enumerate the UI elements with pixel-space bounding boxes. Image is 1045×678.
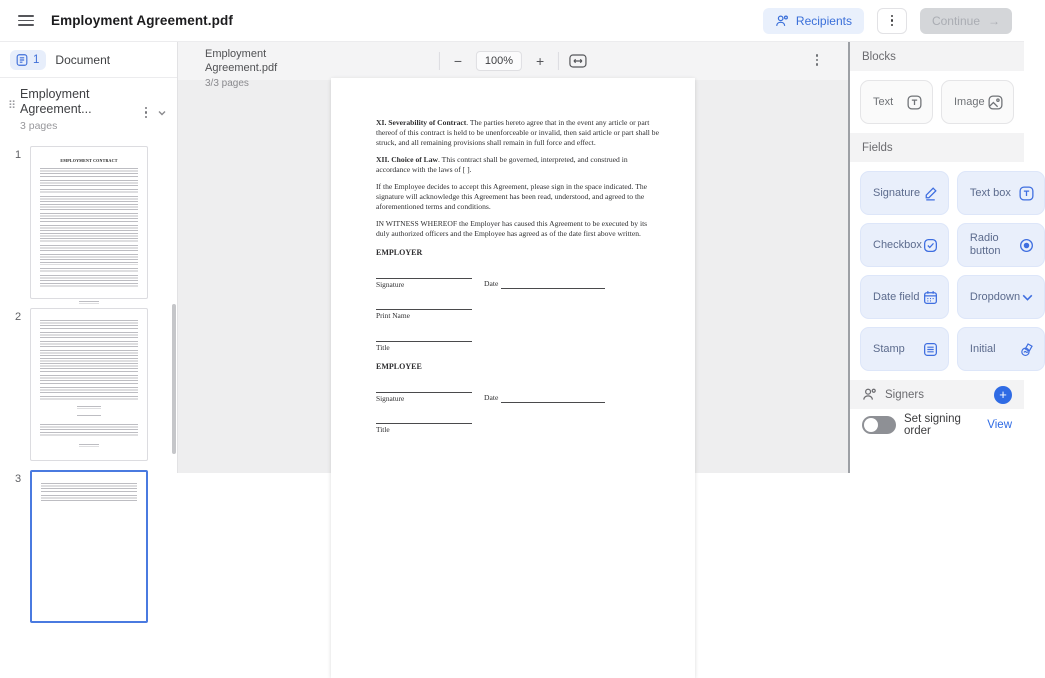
image-block-icon: [987, 94, 1004, 111]
arrow-right-icon: →: [988, 13, 1000, 28]
document-icon: [15, 53, 29, 67]
fields-grid: [850, 162, 1024, 380]
sidebar-scrollbar[interactable]: [172, 304, 176, 454]
thumbnail-row-3: [6, 470, 177, 623]
page-number: 3: [14, 473, 22, 485]
paragraph: IN WITNESS WHEREOF the Employer has caused this Agreement to be executed by its duly authorized officers and the Employee has agreed as of the date first above written.: [376, 219, 648, 239]
document-sidebar: [0, 42, 178, 485]
title-label: Title: [376, 343, 390, 353]
page-number: 1: [14, 149, 22, 161]
document-page-count: 3 pages: [20, 120, 58, 132]
signers-people-icon: [862, 387, 877, 402]
text-box-icon: [1018, 185, 1035, 202]
header-more-options-button[interactable]: [877, 8, 907, 34]
document-tab-pill: [10, 50, 46, 70]
field-text-box[interactable]: Text box: [957, 171, 1045, 215]
add-signer-button[interactable]: +: [994, 386, 1012, 404]
divider: [558, 52, 559, 70]
page-title: Employment Agreement.pdf: [51, 13, 233, 28]
document-name-line2: Agreement...: [20, 102, 92, 116]
signers-section-header: [850, 380, 1024, 409]
continue-label: Continue: [931, 13, 980, 28]
recipients-people-icon: [775, 14, 789, 28]
paragraph: XII. Choice of Law. This contract shall be governed, interpreted, and construed in accordance with the laws of [ ].: [376, 155, 628, 175]
blocks-grid: [850, 71, 1024, 133]
chevron-down-icon: [1020, 290, 1035, 305]
title-line: [376, 333, 472, 342]
thumbnail-doc-title: EMPLOYMENT CONTRACT: [60, 158, 118, 163]
field-stamp[interactable]: Stamp: [860, 327, 949, 371]
document-kebab-icon[interactable]: [145, 107, 148, 119]
radio-button-icon: [1018, 237, 1035, 254]
date-line: [501, 280, 605, 289]
print-name-label: Print Name: [376, 311, 410, 321]
recipients-button[interactable]: [763, 8, 864, 34]
zoom-in-button[interactable]: +: [532, 53, 548, 69]
field-signature[interactable]: Signature: [860, 171, 949, 215]
fields-section-header: Fields: [850, 133, 1024, 162]
signature-label: Signature: [376, 279, 405, 289]
kebab-icon: [891, 15, 894, 27]
title-line: [376, 415, 472, 424]
divider: [439, 52, 440, 70]
signing-order-toggle-off[interactable]: [862, 416, 896, 434]
checkbox-icon: [922, 237, 939, 254]
signature-line: [376, 270, 472, 279]
paragraph: If the Employee decides to accept this Agreement, please sign in the space indicated. The signature will acknowledge this Agreement has been read, understood, and agreed to the aforementioned terms and conditions.: [376, 182, 648, 212]
document-page-3[interactable]: [331, 78, 695, 678]
page-thumbnail-2[interactable]: [30, 308, 148, 461]
editor-panel: [850, 42, 1024, 473]
document-count: 1: [33, 53, 40, 66]
field-initial[interactable]: Initial: [957, 327, 1045, 371]
fit-width-icon[interactable]: [569, 54, 587, 68]
block-image[interactable]: Image: [941, 80, 1014, 124]
recipients-label: Recipients: [795, 13, 852, 28]
chevron-down-icon[interactable]: [157, 108, 167, 118]
signature-label: Signature: [376, 393, 405, 403]
header-actions: [763, 8, 1012, 34]
page-number: 2: [14, 311, 22, 323]
zoom-level-value[interactable]: 100%: [476, 51, 522, 71]
page-thumbnail-1[interactable]: [30, 146, 148, 299]
page-thumbnails: [0, 136, 177, 623]
date-label: Date: [484, 393, 499, 403]
field-dropdown[interactable]: Dropdown: [957, 275, 1045, 319]
zoom-controls: [439, 51, 587, 71]
signature-line: [376, 384, 472, 393]
signing-order-label: Set signing order: [904, 412, 961, 437]
paragraph: XI. Severability of Contract. The parties hereto agree that in the event any article or part thereof of this contract is held to be unenforceable or invalid, then said article or part shall be struck, and all remaining provisions shall remain in full force and effect.: [376, 118, 659, 148]
signature-pencil-icon: [922, 185, 939, 202]
stamp-icon: [922, 341, 939, 358]
print-name-line: [376, 301, 472, 310]
pages-indicator: 3/3 pages: [205, 78, 249, 89]
page-thumbnail-3-selected[interactable]: [30, 470, 148, 623]
initial-scribble-icon: [1018, 341, 1035, 358]
continue-button[interactable]: [920, 8, 1012, 34]
block-text[interactable]: Text: [860, 80, 933, 124]
blocks-section-header: Blocks: [850, 42, 1024, 71]
employer-heading: EMPLOYER: [376, 248, 423, 258]
document-tab-label: Document: [55, 52, 111, 67]
main-layout: [0, 42, 1024, 485]
text-block-icon: [906, 94, 923, 111]
calendar-icon: [922, 289, 939, 306]
date-label: Date: [484, 279, 499, 289]
field-date[interactable]: Date field: [860, 275, 949, 319]
hamburger-menu-icon[interactable]: [18, 15, 34, 26]
zoom-out-button[interactable]: −: [450, 53, 466, 69]
title-label: Title: [376, 425, 390, 435]
date-line: [501, 394, 605, 403]
field-radio-button[interactable]: Radio button: [957, 223, 1045, 267]
app-header: [0, 0, 1024, 42]
tab-document[interactable]: [0, 42, 177, 78]
employee-heading: EMPLOYEE: [376, 362, 422, 371]
signers-title: Signers: [885, 388, 924, 401]
thumbnail-row-1: [6, 146, 177, 299]
field-checkbox[interactable]: Checkbox: [860, 223, 949, 267]
viewer-toolbar: [178, 42, 848, 89]
document-list-item[interactable]: [0, 78, 177, 136]
pdf-viewer: [178, 42, 848, 473]
drag-handle-icon[interactable]: ⠿: [7, 100, 17, 112]
viewer-doc-name: Employment Agreement.pdf 3/3 pages: [205, 48, 278, 89]
view-link[interactable]: View: [987, 418, 1012, 431]
document-name-line1: Employment: [20, 87, 90, 101]
signing-order-row: [850, 409, 1024, 440]
thumbnail-row-2: [6, 308, 177, 461]
viewer-more-options-button[interactable]: [816, 54, 819, 66]
